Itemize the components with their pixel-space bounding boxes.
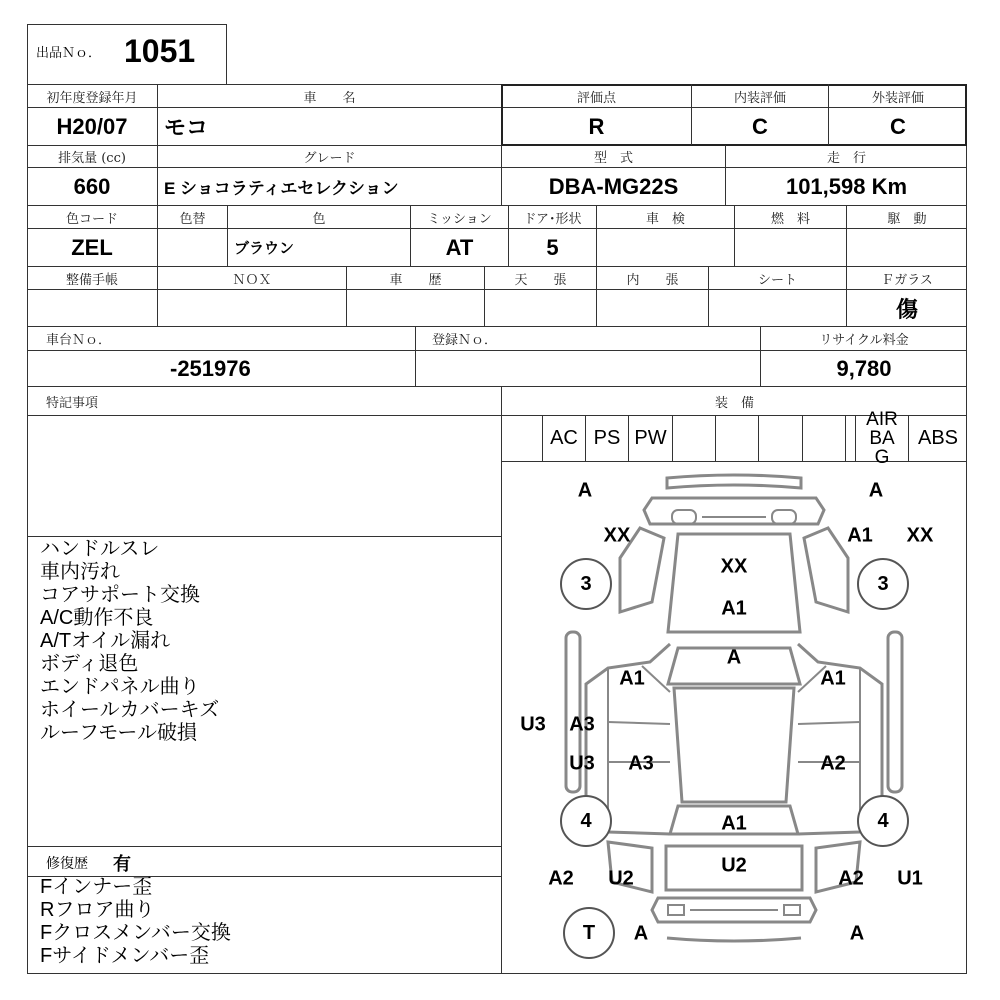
score-value: R xyxy=(588,113,605,139)
mark-rear-right-bumper: U1 xyxy=(897,867,923,890)
tire-front-right-circle: 3 xyxy=(857,558,909,610)
notes-list xyxy=(40,538,219,745)
grade-value: E ショコラティエセレクション xyxy=(164,179,399,198)
equipment-label: 装 備 xyxy=(714,395,754,411)
fuel-value xyxy=(735,229,846,266)
car-name-label: 車 名 xyxy=(303,90,356,106)
note-item: ボディ退色 xyxy=(40,653,139,675)
sunroof-label: 天 張 xyxy=(514,272,567,288)
doors-label: ドア･形状 xyxy=(523,211,582,227)
spare-tire-circle: T xyxy=(563,907,615,959)
front-grille-right xyxy=(772,510,796,524)
grade-label: グレード xyxy=(303,151,356,166)
fglass-label: Ｆガラス xyxy=(881,272,933,288)
inspection-value xyxy=(597,229,734,266)
nox-label: ＮＯＸ xyxy=(232,272,272,288)
chassis-label: 車台Ｎｏ． xyxy=(46,333,112,348)
fuel-label: 燃 料 xyxy=(770,211,810,227)
repair-value: 有 xyxy=(113,854,131,875)
repair-list xyxy=(40,876,231,968)
mark-right-front-door: A1 xyxy=(820,667,846,690)
color-change-label: 色替 xyxy=(179,211,206,227)
notes-label: 特記事項 xyxy=(46,395,99,411)
mark-rear-right-corner: A xyxy=(849,922,865,945)
mark-rear-left-corner: A xyxy=(633,922,649,945)
roof-shape xyxy=(674,688,794,802)
score-label: 評価点 xyxy=(576,90,616,106)
displacement-value: 660 xyxy=(73,173,111,199)
mark-left-rear-door: A3 xyxy=(628,752,654,775)
note-item: A/C動作不良 xyxy=(40,607,154,629)
note-item: ハンドルスレ xyxy=(40,538,160,560)
mark-roof-rear: A1 xyxy=(721,812,747,835)
equipment-pw: PW xyxy=(629,415,673,461)
chassis-value: -251976 xyxy=(170,355,251,381)
right-rail-shape xyxy=(888,632,902,792)
note-item: 車内汚れ xyxy=(40,561,120,583)
mark-front-right-fender-a: A1 xyxy=(847,524,873,547)
equipment-airbag xyxy=(856,408,909,468)
color-code-label: 色コード xyxy=(65,211,118,227)
mileage-label: 走 行 xyxy=(826,151,866,166)
interior-value: C xyxy=(752,113,768,139)
note-item: A/Tオイル漏れ xyxy=(40,630,171,652)
mark-left-sill: U3 xyxy=(520,713,546,736)
repair-item: Fサイドメンバー歪 xyxy=(40,945,210,967)
interior-label: 内装評価 xyxy=(733,90,786,106)
model-label: 型 式 xyxy=(593,151,633,166)
note-item: エンドパネル曲り xyxy=(40,676,200,698)
mileage-value: 101,598 Km xyxy=(785,173,908,199)
first-reg-label: 初年度登録年月 xyxy=(46,90,138,106)
maintenance-label: 整備手帳 xyxy=(65,272,118,288)
color-label: 色 xyxy=(312,211,326,227)
mark-left-front-door: A1 xyxy=(619,667,645,690)
front-bumper-shape xyxy=(667,475,801,488)
registration-label: 登録Ｎｏ． xyxy=(432,333,498,348)
rear-lamp-right xyxy=(784,905,800,915)
right-front-fender-shape xyxy=(804,528,848,612)
transmission-label: ミッション xyxy=(427,211,492,227)
mark-rear-left-quarter: A2 xyxy=(548,867,574,890)
mark-rear-gate: U2 xyxy=(721,854,747,877)
equipment-ps: PS xyxy=(586,415,629,461)
note-item: ルーフモール破損 xyxy=(40,722,197,744)
tire-front-left-circle: 3 xyxy=(560,558,612,610)
car-name-value: モコ xyxy=(164,115,209,140)
drive-value xyxy=(847,229,967,266)
equipment-slot-9 xyxy=(846,415,856,461)
tire-rear-left-circle: 4 xyxy=(560,795,612,847)
mark-front-right-fender-b: XX xyxy=(906,524,934,547)
exterior-value: C xyxy=(890,113,906,139)
rear-lamp-left xyxy=(668,905,684,915)
inspection-label: 車 検 xyxy=(645,211,685,227)
front-grille-left xyxy=(672,510,696,524)
equipment-slot-6 xyxy=(716,415,759,461)
lot-number-label: 出品Ｎｏ． xyxy=(36,46,102,61)
color-code-value: ZEL xyxy=(71,234,113,260)
tire-rear-right-circle: 4 xyxy=(857,795,909,847)
mark-front-left-fender: XX xyxy=(603,524,631,547)
equipment-slot-7 xyxy=(759,415,803,461)
equipment-ac: AC xyxy=(543,415,586,461)
mark-left-front-lower: A3 xyxy=(569,713,595,736)
mark-rear-left-bumper: U2 xyxy=(608,867,634,890)
mark-hood-1: XX xyxy=(720,555,748,578)
color-value: ブラウン xyxy=(234,240,295,257)
equipment-airbag-label: AIR BAG xyxy=(866,408,898,468)
equipment-row xyxy=(501,408,967,468)
mark-windshield: A xyxy=(726,646,742,669)
color-change-value xyxy=(158,229,227,266)
mark-hood-2: A1 xyxy=(721,597,747,620)
equipment-abs: ABS xyxy=(917,426,959,449)
rear-step-shape xyxy=(667,938,801,941)
drive-label: 駆 動 xyxy=(887,211,927,227)
repair-item: Fインナー歪 xyxy=(40,876,153,898)
first-reg-value: H20/07 xyxy=(56,113,128,139)
recycle-value: 9,780 xyxy=(836,355,892,381)
note-item: コアサポート交換 xyxy=(40,584,200,606)
interior-lining-label: 内 張 xyxy=(626,272,679,288)
history-label: 車 歴 xyxy=(389,272,442,288)
repair-item: Rフロア曲り xyxy=(40,899,155,921)
front-nose-shape xyxy=(644,498,824,524)
repair-item: Fクロスメンバー交換 xyxy=(40,922,231,944)
transmission-value: AT xyxy=(445,234,474,260)
mark-left-rear-lower: U3 xyxy=(569,752,595,775)
fglass-value: 傷 xyxy=(895,296,918,323)
mark-right-rear-door: A2 xyxy=(820,752,846,775)
exterior-label: 外装評価 xyxy=(871,90,924,106)
displacement-label: 排気量 (cc) xyxy=(58,151,126,166)
repair-label: 修復歴 xyxy=(46,856,88,872)
equipment-slot-8 xyxy=(803,415,846,461)
equipment-slot-1 xyxy=(501,415,543,461)
model-value: DBA-MG22S xyxy=(548,173,679,199)
recycle-label: リサイクル料金 xyxy=(819,333,909,348)
seat-label: シート xyxy=(757,272,797,288)
lot-number-value: 1051 xyxy=(124,33,196,69)
registration-value xyxy=(416,351,760,386)
equipment-slot-5 xyxy=(673,415,716,461)
mark-front-left-corner: A xyxy=(577,479,593,502)
note-item: ホイールカバーキズ xyxy=(40,699,220,721)
mark-front-right-corner: A xyxy=(868,479,884,502)
doors-value: 5 xyxy=(546,234,559,260)
lot-number-box xyxy=(27,24,227,85)
mark-rear-right-quarter: A2 xyxy=(838,867,864,890)
